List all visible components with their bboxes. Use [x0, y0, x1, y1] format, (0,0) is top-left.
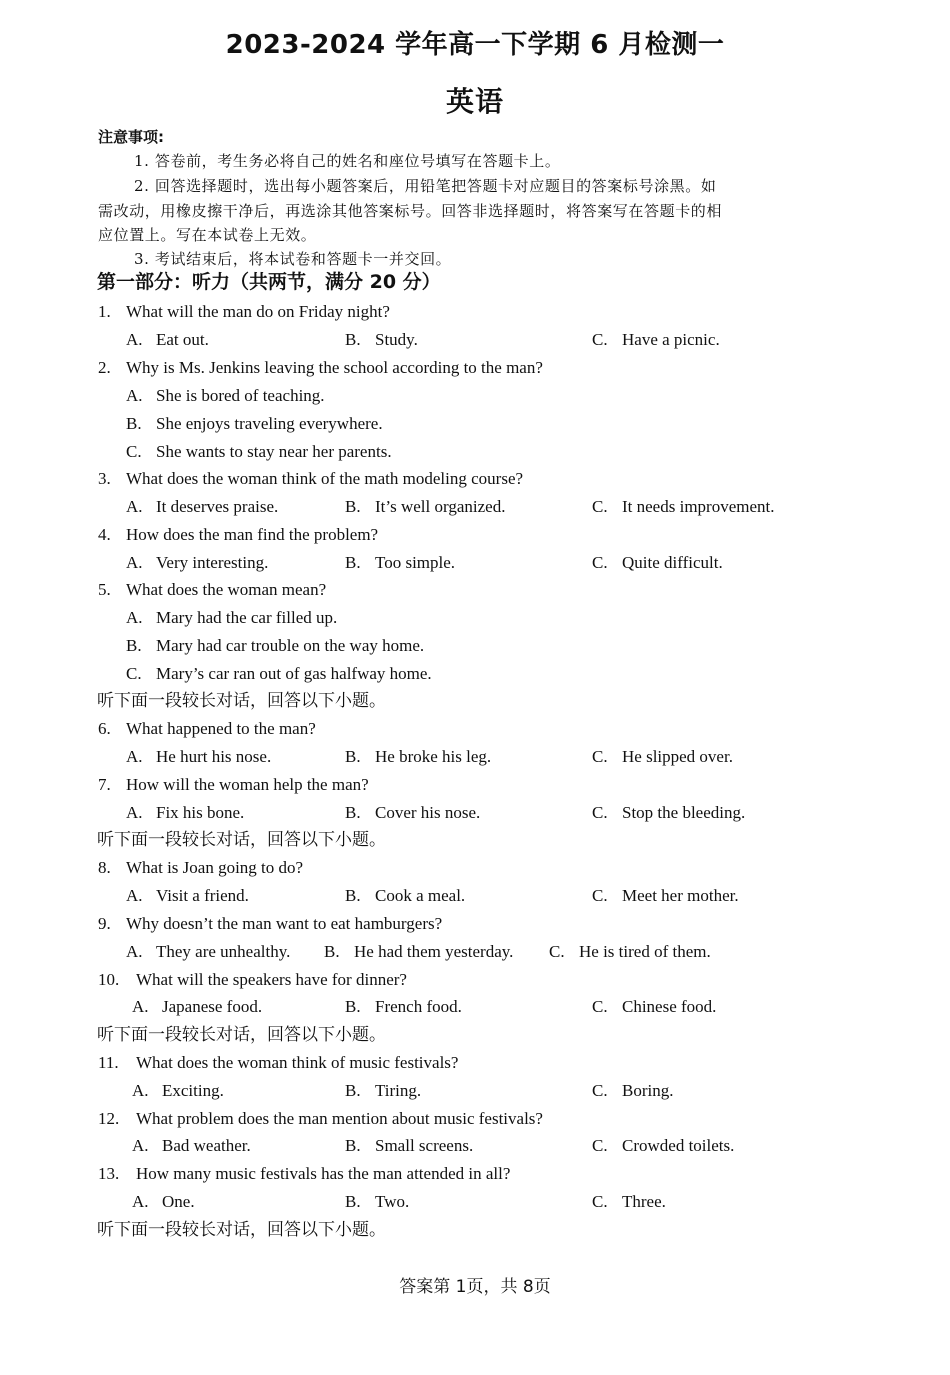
option-a: A. Bad weather. [132, 1136, 251, 1155]
question-text: How will the woman help the man? [126, 775, 369, 794]
question-number: 13. [98, 1164, 120, 1183]
question [98, 857, 303, 879]
question-text: What will the speakers have for dinner? [136, 970, 407, 989]
question-number: 10. [98, 970, 120, 989]
option-c: C. Have a picnic. [592, 330, 720, 349]
question [98, 969, 407, 991]
option-c: C. Crowded toilets. [592, 1136, 735, 1155]
notice-line: 2. 回答选择题时，选出每小题答案后，用铅笔把答题卡对应题目的答案标号涂黑。如 [134, 177, 717, 195]
option-b: B. He had them yesterday. [324, 942, 514, 961]
option-a: A. Eat out. [126, 330, 209, 349]
question [98, 524, 378, 546]
notice-line: 需改动，用橡皮擦干净后，再选涂其他答案标号。回答非选择题时，将答案写在答题卡的相 [98, 202, 723, 220]
question [98, 357, 543, 379]
option-c: C. Three. [592, 1192, 666, 1211]
question [98, 774, 369, 796]
option-a: A. Exciting. [132, 1081, 224, 1100]
notice-line: 3. 考试结束后，将本试卷和答题卡一并交回。 [134, 250, 452, 268]
question-text: What does the woman think of the math modeling course? [126, 469, 524, 488]
instruction: 听下面一段较长对话，回答以下小题。 [97, 691, 386, 711]
question-number: 3. [98, 469, 111, 488]
notice-line: 应位置上。写在本试卷上无效。 [98, 226, 317, 244]
question-number: 5. [98, 580, 111, 599]
option-c: C. She wants to stay near her parents. [126, 442, 392, 461]
option-a: A. Mary had the car filled up. [126, 608, 338, 627]
question-number: 9. [98, 914, 111, 933]
option-c: C. Meet her mother. [592, 886, 739, 905]
option-a: A. It deserves praise. [126, 497, 279, 516]
question [98, 913, 442, 935]
option-c: C. Boring. [592, 1081, 674, 1100]
notice-line: 1. 答卷前，考生务必将自己的姓名和座位号填写在答题卡上。 [134, 152, 561, 170]
option-b: B. He broke his leg. [345, 747, 492, 766]
option-b: B. Mary had car trouble on the way home. [126, 636, 425, 655]
question-text: What happened to the man? [126, 719, 316, 738]
instruction: 听下面一段较长对话，回答以下小题。 [97, 1220, 386, 1240]
question-number: 8. [98, 858, 111, 877]
instruction: 听下面一段较长对话，回答以下小题。 [97, 830, 386, 850]
option-a: A. Japanese food. [132, 997, 263, 1016]
question-number: 6. [98, 719, 111, 738]
option-a: A. Fix his bone. [126, 803, 245, 822]
option-c: C. It needs improvement. [592, 497, 775, 516]
question-text: What does the woman mean? [126, 580, 327, 599]
option-c: C. He is tired of them. [549, 942, 711, 961]
option-b: B. Cover his nose. [345, 803, 481, 822]
question-text: What will the man do on Friday night? [126, 302, 390, 321]
option-a: A. Visit a friend. [126, 886, 249, 905]
question [98, 1163, 510, 1185]
option-a: A. They are unhealthy. [126, 942, 291, 961]
question-number: 11. [98, 1053, 119, 1072]
question-text: What is Joan going to do? [126, 858, 304, 877]
question-number: 1. [98, 302, 111, 321]
question-number: 7. [98, 775, 111, 794]
question [98, 579, 326, 601]
page-footer: 答案第 1页，共 8页 [399, 1277, 551, 1297]
question-text: What problem does the man mention about music festivals? [136, 1109, 543, 1128]
option-c: C. Stop the bleeding. [592, 803, 746, 822]
question [98, 1052, 458, 1074]
question-number: 4. [98, 525, 111, 544]
question-number: 2. [98, 358, 111, 377]
option-b: B. Cook a meal. [345, 886, 466, 905]
notice-heading: 注意事项: [98, 128, 164, 146]
question-text: What does the woman think of music festivals? [136, 1053, 459, 1072]
option-b: B. French food. [345, 997, 462, 1016]
question-number: 12. [98, 1109, 120, 1128]
question [98, 468, 523, 490]
question-text: Why is Ms. Jenkins leaving the school according to the man? [126, 358, 543, 377]
option-a: A. He hurt his nose. [126, 747, 272, 766]
option-a: A. Very interesting. [126, 553, 269, 572]
question-text: Why doesn’t the man want to eat hamburgers? [126, 914, 443, 933]
option-b: B. Too simple. [345, 553, 456, 572]
option-b: B. Two. [345, 1192, 410, 1211]
option-b: B. Small screens. [345, 1136, 474, 1155]
option-c: C. Quite difficult. [592, 553, 723, 572]
question [98, 1108, 543, 1130]
section-title: 第一部分：听力（共两节，满分 20 分） [97, 271, 441, 293]
option-a: A. She is bored of teaching. [126, 386, 325, 405]
option-b: B. Study. [345, 330, 418, 349]
question-text: How many music festivals has the man attended in all? [136, 1164, 511, 1183]
option-b: B. She enjoys traveling everywhere. [126, 414, 383, 433]
option-b: B. It’s well organized. [345, 497, 506, 516]
question-text: How does the man find the problem? [126, 525, 379, 544]
instruction: 听下面一段较长对话，回答以下小题。 [97, 1025, 386, 1045]
option-c: C. Mary’s car ran out of gas halfway home. [126, 664, 432, 683]
option-a: A. One. [132, 1192, 195, 1211]
option-b: B. Tiring. [345, 1081, 422, 1100]
question [98, 301, 390, 323]
option-c: C. He slipped over. [592, 747, 733, 766]
question [98, 718, 316, 740]
subject-title: 英语 [445, 85, 504, 118]
page-title: 2023-2024 学年高一下学期 6 月检测一 [225, 30, 725, 60]
option-c: C. Chinese food. [592, 997, 717, 1016]
